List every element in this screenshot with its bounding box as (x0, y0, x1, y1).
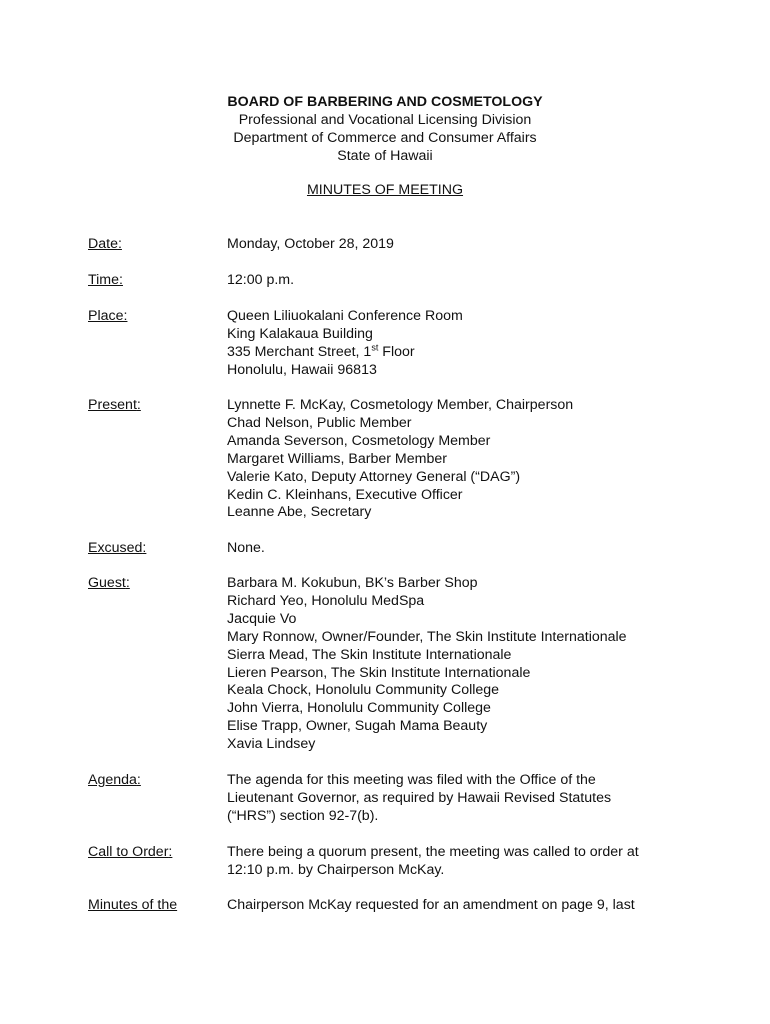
division-name: Professional and Vocational Licensing Division (238, 112, 532, 128)
date-label: Date: (88, 236, 122, 252)
place-street: 335 Merchant Street, 1st Floor (227, 342, 415, 360)
minutes-title: MINUTES OF MEETING (306, 182, 464, 198)
place-value (227, 308, 687, 380)
list-item: Sierra Mead, The Skin Institute Internationale (227, 646, 512, 663)
list-item: Richard Yeo, Honolulu MedSpa (227, 592, 425, 609)
list-item: Chad Nelson, Public Member (227, 414, 412, 431)
place-building: King Kalakaua Building (227, 325, 373, 342)
board-name: BOARD OF BARBERING AND COSMETOLOGY (227, 94, 543, 110)
list-item: Margaret Williams, Barber Member (227, 450, 447, 467)
present-label: Present: (88, 397, 141, 413)
agenda-text (227, 772, 687, 826)
list-item: John Vierra, Honolulu Community College (227, 700, 491, 717)
list-item: Lynnette F. McKay, Cosmetology Member, Chairperson (227, 397, 574, 413)
list-item: Elise Trapp, Owner, Sugah Mama Beauty (227, 718, 488, 735)
call-to-order-label: Call to Order: (88, 844, 173, 860)
agenda-label: Agenda: (88, 772, 141, 788)
paragraph-line: There being a quorum present, the meeting was called to order at (227, 844, 639, 860)
list-item: Lieren Pearson, The Skin Institute Internationale (227, 664, 531, 681)
place-city: Honolulu, Hawaii 96813 (227, 361, 377, 378)
call-to-order-text (227, 844, 687, 880)
excused-value: None. (227, 540, 265, 556)
present-list (227, 397, 687, 522)
state-name: State of Hawaii (337, 148, 433, 164)
paragraph-line: Lieutenant Governor, as required by Hawaii Revised Statutes (227, 789, 612, 806)
department-name: Department of Commerce and Consumer Affairs (233, 130, 537, 146)
paragraph-line: The agenda for this meeting was filed with the Office of the (227, 772, 596, 788)
minutes-of-the-label: Minutes of the (88, 897, 178, 913)
paragraph-line: (“HRS”) section 92-7(b). (227, 807, 379, 824)
list-item: Mary Ronnow, Owner/Founder, The Skin Institute Internationale (227, 628, 627, 645)
time-value: 12:00 p.m. (227, 272, 295, 288)
list-item: Amanda Severson, Cosmetology Member (227, 432, 491, 449)
guest-list (227, 575, 687, 754)
guest-label: Guest: (88, 575, 130, 591)
list-item: Valerie Kato, Deputy Attorney General (“DAG”) (227, 468, 521, 485)
list-item: Leanne Abe, Secretary (227, 504, 372, 521)
list-item: Xavia Lindsey (227, 736, 316, 753)
paragraph-line: Chairperson McKay requested for an amendment on page 9, last (227, 897, 635, 913)
list-item: Kedin C. Kleinhans, Executive Officer (227, 486, 463, 503)
minutes-of-the-text (227, 897, 687, 915)
document-header (0, 93, 770, 199)
place-label: Place: (88, 308, 128, 324)
list-item: Barbara M. Kokubun, BK’s Barber Shop (227, 575, 478, 591)
list-item: Keala Chock, Honolulu Community College (227, 682, 500, 699)
excused-label: Excused: (88, 540, 147, 556)
place-room: Queen Liliuokalani Conference Room (227, 308, 463, 324)
time-label: Time: (88, 272, 123, 288)
date-value: Monday, October 28, 2019 (227, 236, 394, 252)
list-item: Jacquie Vo (227, 610, 297, 627)
paragraph-line: 12:10 p.m. by Chairperson McKay. (227, 861, 445, 878)
